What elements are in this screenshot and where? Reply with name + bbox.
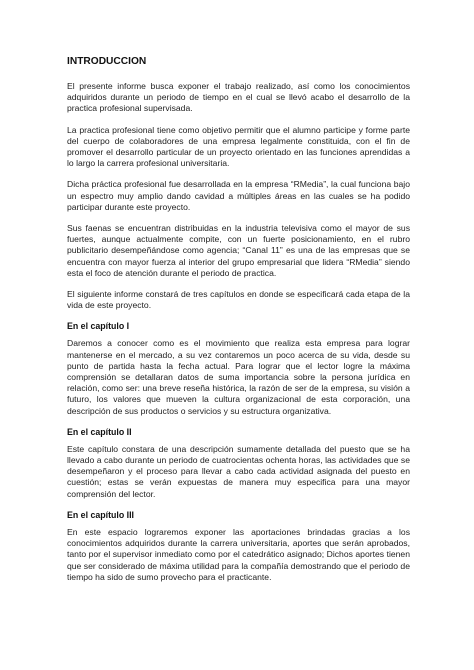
chapter-heading: En el capítulo III bbox=[67, 509, 134, 520]
chapter-paragraph: Este capítulo constara de una descripción sumamente detallada del puesto que se ha llevado a cabo durante un periodo de cuatrocientas ochenta horas, las actividades que se desempeñaron y el proceso para llevar a cabo cada actividad asignada del puesto en cuestión; estas se verán expuestas de manera muy especifica para una mayor comprensión del lector. bbox=[67, 443, 410, 499]
chapter-heading: En el capítulo II bbox=[67, 426, 132, 437]
intro-paragraph: Sus faenas se encuentran distribuidas en la industria televisiva como el mayor de sus fuertes, aunque actualmente compite, con un fuerte posicionamiento, en el rubro publicitario desempeñándose como agencia; “Canal 11” es una de las empresas que se encuentra con mayor fuerza al interior del grupo empresarial que lidera “RMedia” siendo esta el foco de atención durante el periodo de practica. bbox=[67, 223, 410, 278]
document-body bbox=[67, 56, 410, 593]
page-title: INTRODUCCION bbox=[67, 56, 147, 67]
intro-paragraph: Dicha práctica profesional fue desarrollada en la empresa “RMedia”, la cual funciona bajo un espectro muy amplio dando cavidad a múltiples áreas en las cuales se ha podido participar durante este proyecto. bbox=[67, 179, 410, 212]
chapter-paragraph: En este espacio lograremos exponer las aportaciones brindadas gracias a los conocimientos adquiridos durante la carrera universitaria, aportes que serán aprobados, tanto por el supervisor inmediato como por el catedrático asignado; Dichos aportes tienen que ser considerado de máxima utilidad para la compañía demostrando que el periodo de tiempo ha sido de sumo provecho para el practicante. bbox=[67, 526, 410, 582]
chapter-heading: En el capítulo I bbox=[67, 321, 130, 332]
intro-paragraph: La practica profesional tiene como objetivo permitir que el alumno participe y forme parte del cuerpo de colaboradores de una empresa legalmente constituida, con el fin de promover el desarrollo particular de un proyecto orientado en las funciones aprendidas a lo largo la carrera profesional universitaria. bbox=[67, 124, 410, 169]
intro-paragraph: El presente informe busca exponer el trabajo realizado, así como los conocimientos adquiridos durante un periodo de tiempo en el cual se llevó acabo el desarrollo de la practica profesional supervisada. bbox=[67, 81, 410, 114]
chapter-paragraph: Daremos a conocer como es el movimiento que realiza esta empresa para lograr mantenerse en el mercado, a su vez contaremos un poco acerca de su vida, desde su punto de partida hasta la fecha actual. Para lograr que el lector logre la máxima comprensión se detallaran datos de suma importancia sobre la persona jurídica en relación, como ser: una breve reseña histórica, la razón de ser de la empresa, su visión a futuro, los valores que mueven la cultura organizacional de esta corporación, una descripción de sus productos o servicios y su estructura organizativa. bbox=[67, 338, 410, 416]
intro-paragraph: El siguiente informe constará de tres capítulos en donde se especificará cada etapa de la vida de este proyecto. bbox=[67, 289, 410, 311]
